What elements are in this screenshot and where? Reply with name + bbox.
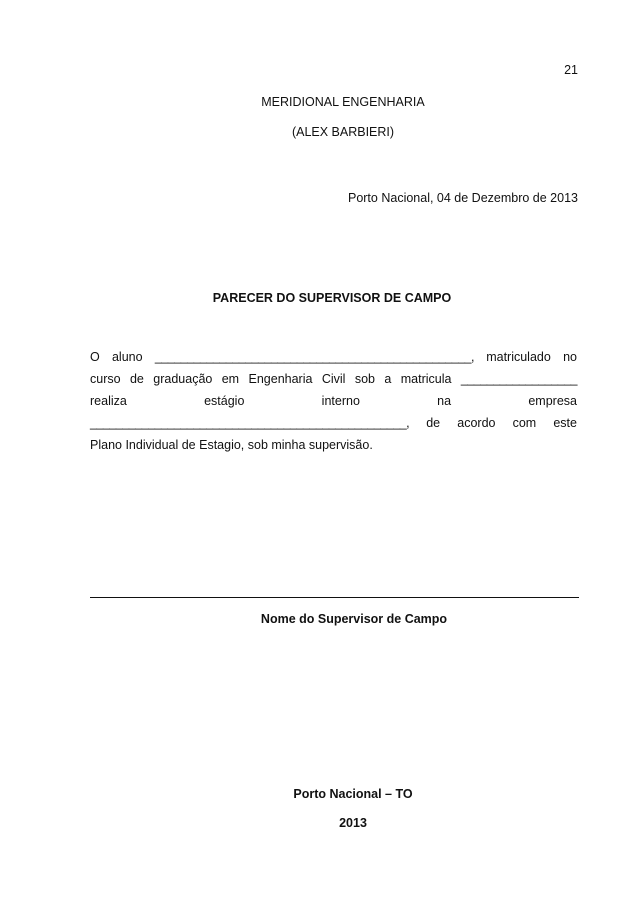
word: realiza (90, 394, 127, 408)
word: matricula (400, 372, 452, 386)
word: acordo (457, 416, 496, 430)
word: interno (321, 394, 360, 408)
word: este (553, 416, 577, 430)
word: Civil (321, 372, 346, 386)
word: em (221, 372, 240, 386)
word: aluno (111, 350, 143, 364)
body-paragraph (90, 346, 577, 456)
company-name: MERIDIONAL ENGENHARIA (261, 95, 425, 109)
word: Engenharia (248, 372, 313, 386)
registration-blank: __________________ (460, 372, 577, 386)
signature-line (90, 597, 579, 598)
paragraph-line-3 (90, 390, 577, 412)
person-name: (ALEX BARBIERI) (291, 125, 395, 139)
footer-year: 2013 (339, 816, 367, 830)
signature-label: Nome do Supervisor de Campo (260, 612, 448, 626)
footer-city: Porto Nacional – TO (293, 787, 413, 801)
word: com (512, 416, 537, 430)
paragraph-last-line: Plano Individual de Estagio, sob minha supervisão. (90, 438, 373, 452)
word: empresa (528, 394, 577, 408)
page-number: 21 (564, 63, 578, 77)
word: na (437, 394, 452, 408)
word: a (384, 372, 392, 386)
word: matriculado (486, 350, 551, 364)
paragraph-line-2 (90, 368, 577, 390)
paragraph-line-4 (90, 412, 577, 434)
word: estágio (204, 394, 245, 408)
word: curso (90, 372, 121, 386)
student-name-blank: _________________________________________________, (154, 350, 474, 364)
word: sob (354, 372, 375, 386)
word: O (90, 350, 100, 364)
company-name-blank: _________________________________________________, (90, 416, 410, 430)
word: graduação (153, 372, 213, 386)
paragraph-line-1 (90, 346, 577, 368)
word: no (563, 350, 577, 364)
paragraph-line-5 (90, 434, 577, 456)
word: de (426, 416, 441, 430)
document-title: PARECER DO SUPERVISOR DE CAMPO (212, 291, 452, 305)
place-date: Porto Nacional, 04 de Dezembro de 2013 (347, 191, 578, 205)
word: de (129, 372, 144, 386)
